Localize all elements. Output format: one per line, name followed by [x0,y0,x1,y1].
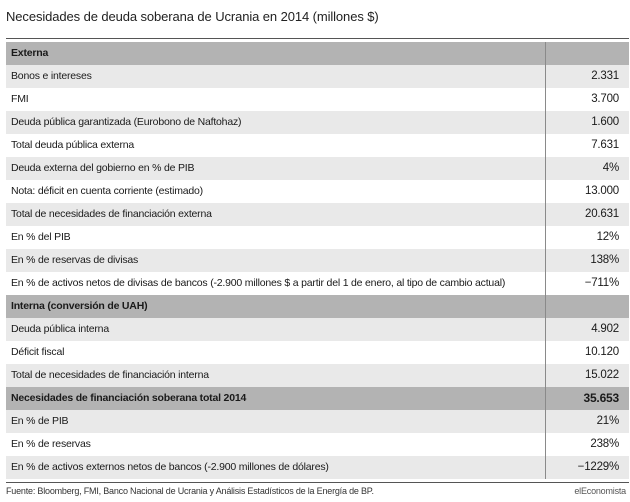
column-divider [545,272,546,295]
publisher-brand: elEconomista [574,486,626,496]
row-value: 4% [602,162,619,174]
column-divider [545,65,546,88]
column-divider [545,226,546,249]
row-label: Deuda pública interna [11,323,109,335]
top-rule [6,38,629,39]
table-row [6,433,629,456]
row-label: Déficit fiscal [11,346,65,358]
row-label: Externa [11,47,49,59]
table-row [6,226,629,249]
table-row [6,272,629,295]
row-label: En % de reservas de divisas [11,254,139,266]
column-divider [545,295,546,318]
table-row [6,134,629,157]
column-divider [545,410,546,433]
row-label: Nota: déficit en cuenta corriente (estimado) [11,185,203,197]
row-value: −711% [584,277,619,289]
row-value: 20.631 [585,208,619,220]
table-row [6,456,629,479]
row-value: 13.000 [585,185,619,197]
row-value: 1.600 [591,116,619,128]
table-row [6,364,629,387]
row-label: Necesidades de financiación soberana total 2014 [11,392,247,404]
row-value: 238% [590,438,619,450]
row-label: Total de necesidades de financiación interna [11,369,209,381]
table-row [6,318,629,341]
table-row [6,203,629,226]
column-divider [545,456,546,479]
row-value: 21% [596,415,619,427]
row-label: FMI [11,93,29,105]
row-label: Total deuda pública externa [11,139,135,151]
column-divider [545,157,546,180]
row-value: 7.631 [591,139,619,151]
row-label: En % de activos netos de divisas de bancos (-2.900 millones $ a partir del 1 de enero, al tipo de cambio actual) [11,277,506,289]
column-divider [545,433,546,456]
row-label: Bonos e intereses [11,70,92,82]
table-row [6,341,629,364]
column-divider [545,88,546,111]
column-divider [545,318,546,341]
source-note: Fuente: Bloomberg, FMI, Banco Nacional de Ucrania y Análisis Estadísticos de la Energía de BP. [6,486,374,496]
column-divider [545,249,546,272]
row-value: 4.902 [591,323,619,335]
table-row [6,249,629,272]
row-value: 2.331 [591,70,619,82]
row-value: 35.653 [583,391,619,405]
row-value: 138% [590,254,619,266]
table-row [6,111,629,134]
column-divider [545,42,546,65]
table-row [6,88,629,111]
row-value: −1229% [577,461,619,473]
section-header-row [6,295,629,318]
column-divider [545,364,546,387]
table-row [6,180,629,203]
section-header-row [6,42,629,65]
column-divider [545,341,546,364]
row-value: 12% [596,231,619,243]
bottom-rule [6,482,629,483]
debt-table [6,42,629,479]
column-divider [545,203,546,226]
column-divider [545,134,546,157]
row-label: Total de necesidades de financiación externa [11,208,212,220]
column-divider [545,111,546,134]
table-row [6,410,629,433]
row-label: En % del PIB [11,231,71,243]
column-divider [545,180,546,203]
table-row [6,65,629,88]
total-row [6,387,629,410]
row-label: En % de activos externos netos de bancos (-2.900 millones de dólares) [11,461,329,473]
row-value: 10.120 [585,346,619,358]
row-value: 3.700 [591,93,619,105]
table-title: Necesidades de deuda soberana de Ucrania en 2014 (millones $) [6,9,379,24]
row-value: 15.022 [585,369,619,381]
row-label: Deuda pública garantizada (Eurobono de Naftohaz) [11,116,242,128]
row-label: Interna (conversión de UAH) [11,300,148,312]
row-label: Deuda externa del gobierno en % de PIB [11,162,195,174]
row-label: En % de reservas [11,438,91,450]
row-label: En % de PIB [11,415,69,427]
column-divider [545,387,546,410]
table-row [6,157,629,180]
